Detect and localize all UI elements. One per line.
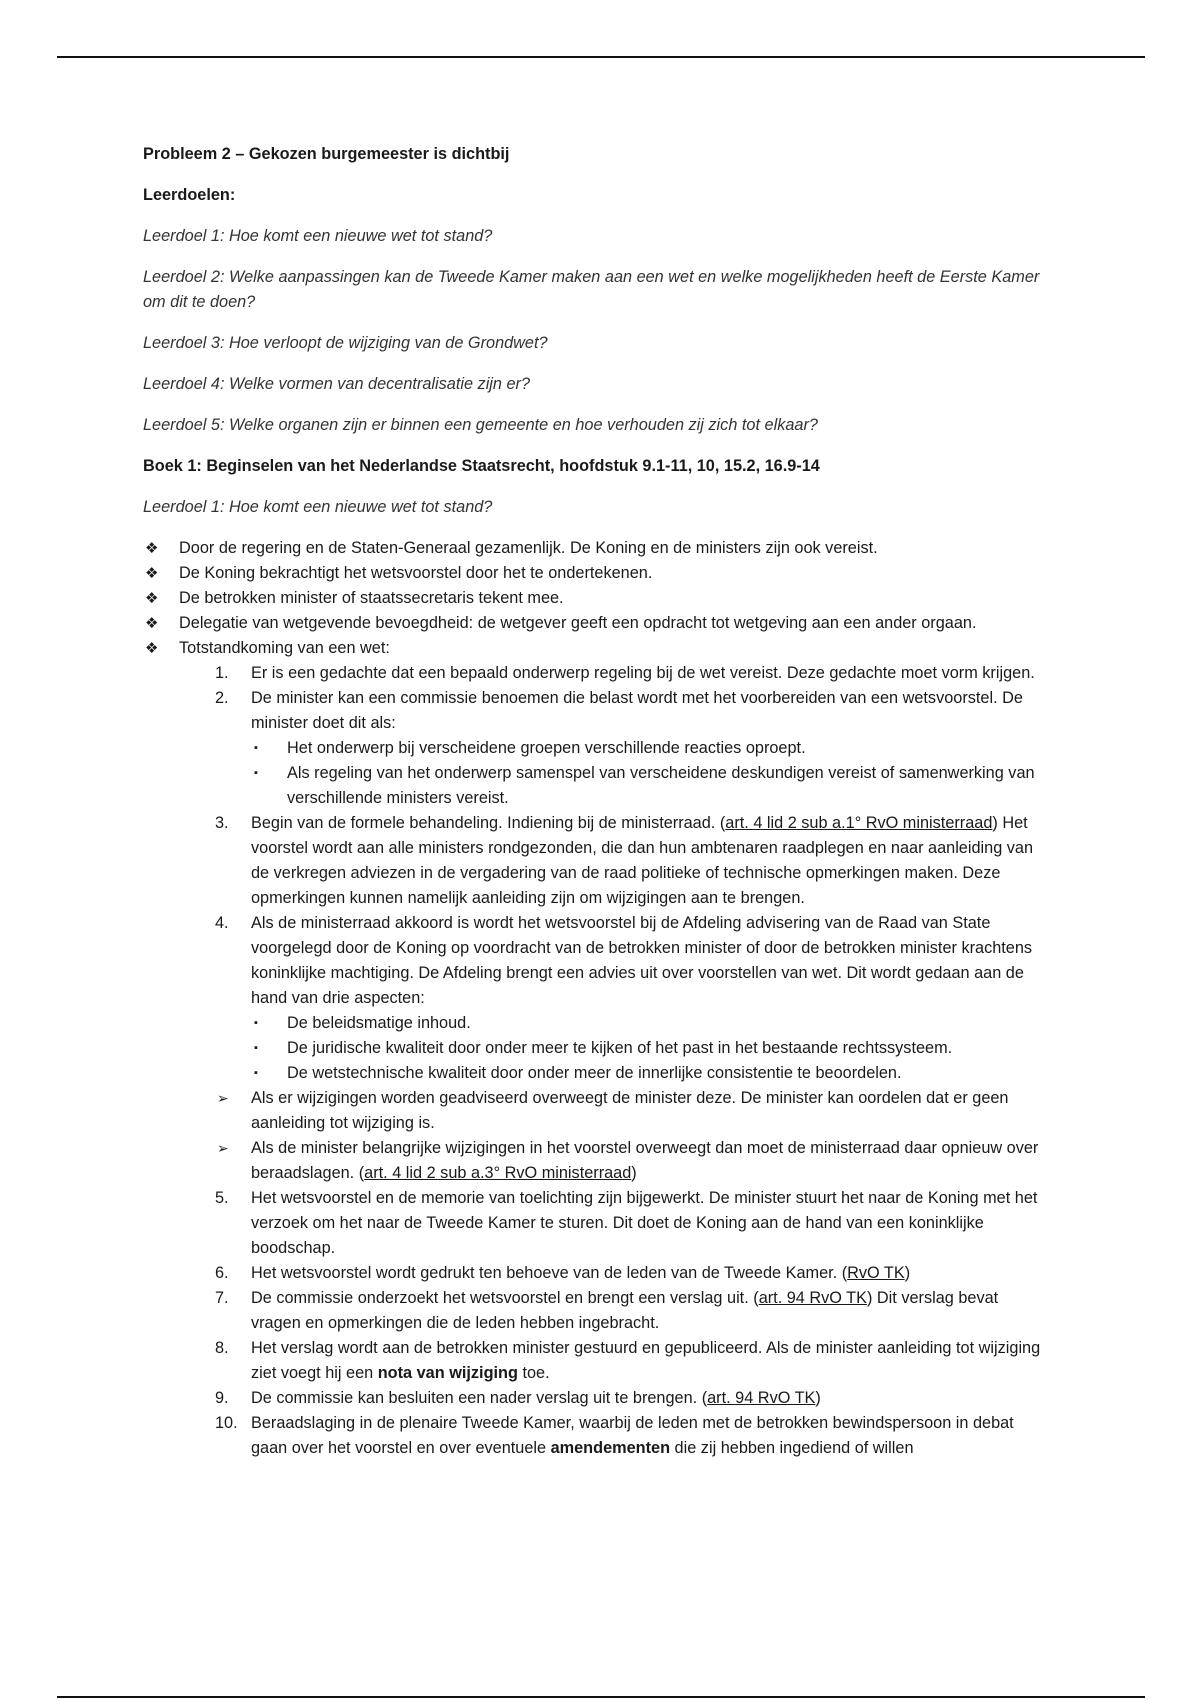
square-bullet-icon: ▪	[254, 767, 258, 779]
law-reference-link[interactable]: RvO TK	[847, 1264, 905, 1282]
document-body	[143, 142, 1043, 1461]
list-item: ▪ Het onderwerp bij verscheidene groepen verschillende reacties oproept.	[251, 736, 1043, 761]
diamond-bullet-icon: ❖	[145, 565, 159, 582]
square-bullet-icon: ▪	[254, 1017, 258, 1029]
step-1: 1. Er is een gedachte dat een bepaald onderwerp regeling bij de wet vereist. Deze gedachte moet vorm krijgen.	[215, 664, 1035, 682]
page-title: Probleem 2 – Gekozen burgemeester is dichtbij	[143, 145, 510, 163]
step-5: 5. Het wetsvoorstel en de memorie van toelichting zijn bijgewerkt. De minister stuurt het naar de Koning met het verzoek om het naar de Tweede Kamer te sturen. Dit doet de Koning aan de hand van een koninklijke boodschap.	[215, 1189, 1038, 1257]
diamond-bullet-icon: ❖	[145, 615, 159, 632]
diamond-bullet-icon: ❖	[145, 590, 159, 607]
leerdoelen-heading: Leerdoelen:	[143, 186, 236, 204]
list-item: ▪ Als regeling van het onderwerp samenspel van verscheidene deskundigen vereist of samenwerking van verschillende ministers vereist.	[251, 761, 1043, 811]
leerdoel-5: Leerdoel 5: Welke organen zijn er binnen een gemeente en hoe verhouden zij zich tot elkaar?	[143, 416, 818, 434]
leerdoel-2: Leerdoel 2: Welke aanpassingen kan de Tweede Kamer maken aan een wet en welke mogelijkheden heeft de Eerste Kamer om dit te doen?	[143, 268, 1040, 311]
diamond-bullet-icon: ❖	[145, 540, 159, 557]
list-item: ❖ Door de regering en de Staten-Generaal gezamenlijk. De Koning en de ministers zijn ook vereist.	[143, 536, 1043, 561]
step-4-sublist	[251, 1011, 1043, 1086]
emphasis-term: amendementen	[550, 1439, 671, 1457]
list-item: ❖ De betrokken minister of staatssecretaris tekent mee.	[143, 586, 1043, 611]
arrow-bullet-icon: ➢	[217, 1140, 229, 1156]
step-7: 7. De commissie onderzoekt het wetsvoorstel en brengt een verslag uit. (art. 94 RvO TK) Dit verslag bevat vragen en opmerkingen die de leden hebben ingebracht.	[215, 1289, 999, 1332]
arrow-item: ➢ Als de minister belangrijke wijzigingen in het voorstel overweegt dan moet de ministerraad daar opnieuw over beraadslagen. (art. 4 lid 2 sub a.3° RvO ministerraad)	[215, 1136, 1043, 1186]
step-2: 2. De minister kan een commissie benoemen die belast wordt met het voorbereiden van een wetsvoorstel. De minister doet dit als: ▪ Het onderwerp bij verscheidene groepen verschillende reacties oproept. ▪ Als regeling van het onderwerp samenspel van verscheidene deskundigen vereist of samenwerking van verschillende ministers vereist.	[215, 686, 1043, 811]
list-item: ❖ De Koning bekrachtigt het wetsvoorstel door het te ondertekenen.	[143, 561, 1043, 586]
arrow-bullet-icon: ➢	[217, 1090, 229, 1106]
emphasis-term: nota van wijziging	[377, 1364, 518, 1382]
law-reference-link[interactable]: art. 4 lid 2 sub a.1° RvO ministerraad	[725, 814, 993, 832]
square-bullet-icon: ▪	[254, 1042, 258, 1054]
square-bullet-icon: ▪	[254, 1067, 258, 1079]
list-item: ❖ Delegatie van wetgevende bevoegdheid: de wetgever geeft een opdracht tot wetgeving aan een ander orgaan.	[143, 611, 1043, 636]
footer-rule	[57, 1696, 1145, 1698]
leerdoel-3: Leerdoel 3: Hoe verloopt de wijziging van de Grondwet?	[143, 334, 548, 352]
step-2-sublist	[251, 736, 1043, 811]
law-reference-link[interactable]: art. 4 lid 2 sub a.3° RvO ministerraad	[364, 1164, 632, 1182]
step-6: 6. Het wetsvoorstel wordt gedrukt ten behoeve van de leden van de Tweede Kamer. (RvO TK)	[215, 1264, 911, 1282]
step-10: 10. Beraadslaging in de plenaire Tweede Kamer, waarbij de leden met de betrokken bewindspersoon in debat gaan over het voorstel en over eventuele amendementen die zij hebben ingediend of willen	[215, 1414, 1014, 1457]
list-item: ▪ De wetstechnische kwaliteit door onder meer de innerlijke consistentie te beoordelen.	[251, 1061, 1043, 1086]
square-bullet-icon: ▪	[254, 742, 258, 754]
step-4: 4. Als de ministerraad akkoord is wordt het wetsvoorstel bij de Afdeling advisering van de Raad van State voorgelegd door de Koning op voordracht van de betrokken minister of door de betrokken minister krachtens koninklijke machtiging. De Afdeling brengt een advies uit over voorstellen van wet. Dit wordt gedaan aan de hand van drie aspecten: ▪ De beleidsmatige inhoud. ▪ De juridische kwaliteit door onder meer te kijken of het past in het bestaande rechtssysteem. ▪ De wetstechnische kwaliteit door onder meer de innerlijke consistentie te beoordelen.	[215, 911, 1043, 1086]
main-bullet-list	[143, 536, 1043, 1461]
leerdoel-4: Leerdoel 4: Welke vormen van decentralisatie zijn er?	[143, 375, 531, 393]
law-reference-link[interactable]: art. 94 RvO TK	[758, 1289, 867, 1307]
book-heading: Boek 1: Beginselen van het Nederlandse Staatsrecht, hoofdstuk 9.1-11, 10, 15.2, 16.9-14	[143, 457, 820, 475]
leerdoel-1: Leerdoel 1: Hoe komt een nieuwe wet tot stand?	[143, 227, 493, 245]
header-rule	[57, 56, 1145, 58]
list-item: ▪ De juridische kwaliteit door onder meer te kijken of het past in het bestaande rechtssysteem.	[251, 1036, 1043, 1061]
law-reference-link[interactable]: art. 94 RvO TK	[707, 1389, 816, 1407]
step-8: 8. Het verslag wordt aan de betrokken minister gestuurd en gepubliceerd. Als de minister aanleiding tot wijziging ziet voegt hij een nota van wijziging toe.	[215, 1339, 1041, 1382]
section-heading: Leerdoel 1: Hoe komt een nieuwe wet tot stand?	[143, 498, 493, 516]
list-item: ❖ Totstandkoming van een wet: 1. Er is een gedachte dat een bepaald onderwerp regeling bij de wet vereist. Deze gedachte moet vorm krijgen. 2. De minister kan een commissie benoemen die belast wordt met het voorbereiden van een wetsvoorstel. De minister doet dit als: ▪ Het onderwerp bij verscheidene groepen verschillende reacties oproept. ▪ Als regeling van het onderwerp samenspel van verscheidene deskundigen vereist of samenwerking van verschillende ministers vereist. 3. Begin van de formele behandeling. Indiening bij de ministerraad. (art. 4 lid 2 sub a.1° RvO ministerraad) Het voorstel wordt aan alle ministers rondgezonden, die dan hun ambtenaren raadplegen en naar aanleiding van de verkregen adviezen in de vergadering van de raad politieke of technische opmerkingen maken. Deze opmerkingen kunnen namelijk aanleiding zijn om wijzigingen aan te brengen. 4. Als de ministerraad akkoord is wordt het wetsvoorstel bij de Afdeling advisering van de Raad van State voorgelegd door de Koning op voordracht van de betrokken minister of door de betrokken minister krachtens koninklijke machtiging. De Afdeling brengt een advies uit over voorstellen van wet. Dit wordt gedaan aan de hand van drie aspecten: ▪ De beleidsmatige inhoud. ▪ De juridische kwaliteit door onder meer te kijken of het past in het bestaande rechtssysteem. ▪ De wetstechnische kwaliteit door onder meer de innerlijke consistentie te beoordelen. ➢ Als er wijzigingen worden geadviseerd overweegt de minister deze. De minister kan oordelen dat er geen aanleiding tot wijziging is. ➢ Als de minister belangrijke wijzigingen in het voorstel overweegt dan moet de ministerraad daar opnieuw over beraadslagen. (art. 4 lid 2 sub a.3° RvO ministerraad) 5. Het wetsvoorstel en de memorie van toelichting zijn bijgewerkt. De minister stuurt het naar de Koning met het verzoek om het naar de Tweede Kamer te sturen. Dit doet de Koning aan de hand van een koninklijke boodschap. 6. Het wetsvoorstel wordt gedrukt ten behoeve van de leden van de Tweede Kamer. (RvO TK) 7. De commissie onderzoekt het wetsvoorstel en brengt een verslag uit. (art. 94 RvO TK) Dit verslag bevat vragen en opmerkingen die de leden hebben ingebracht. 8. Het verslag wordt aan de betrokken minister gestuurd en gepubliceerd. Als de minister aanleiding tot wijziging ziet voegt hij een nota van wijziging toe. 9. De commissie kan besluiten een nader verslag uit te brengen. (art. 94 RvO TK) 10. Beraadslaging in de plenaire Tweede Kamer, waarbij de leden met de betrokken bewindspersoon in debat gaan over het voorstel en over eventuele amendementen die zij hebben ingediend of willen	[143, 636, 1043, 1461]
step-9: 9. De commissie kan besluiten een nader verslag uit te brengen. (art. 94 RvO TK)	[215, 1389, 821, 1407]
list-item: ▪ De beleidsmatige inhoud.	[251, 1011, 1043, 1036]
arrow-item: ➢ Als er wijzigingen worden geadviseerd overweegt de minister deze. De minister kan oordelen dat er geen aanleiding tot wijziging is.	[215, 1086, 1043, 1136]
step-3: 3. Begin van de formele behandeling. Indiening bij de ministerraad. (art. 4 lid 2 sub a.1° RvO ministerraad) Het voorstel wordt aan alle ministers rondgezonden, die dan hun ambtenaren raadplegen en naar aanleiding van de verkregen adviezen in de vergadering van de raad politieke of technische opmerkingen maken. Deze opmerkingen kunnen namelijk aanleiding zijn om wijzigingen aan te brengen.	[215, 814, 1034, 907]
procedure-steps	[215, 661, 1043, 1461]
diamond-bullet-icon: ❖	[145, 640, 159, 657]
